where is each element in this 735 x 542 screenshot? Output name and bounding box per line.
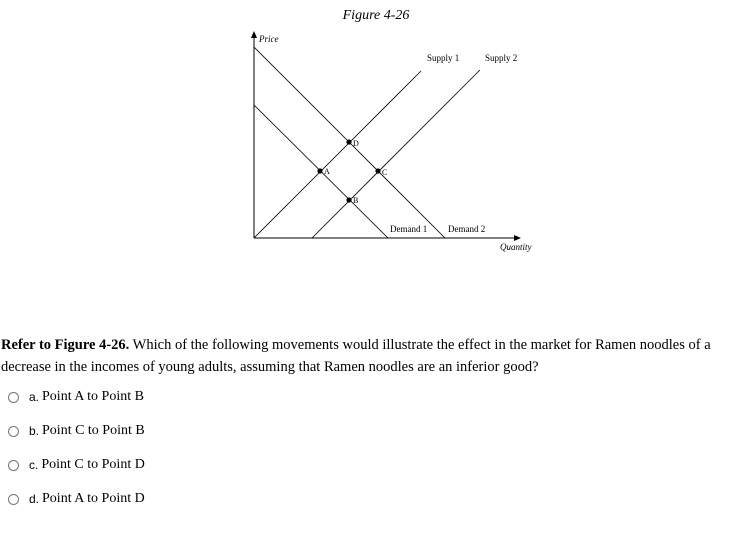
- supply-2-label: Supply 2: [485, 53, 518, 63]
- y-axis-arrow: [251, 31, 257, 38]
- option-a-radio[interactable]: [8, 392, 19, 403]
- question-text: [1, 334, 731, 378]
- option-c-text: Point C to Point D: [41, 457, 145, 472]
- option-d[interactable]: [8, 489, 145, 509]
- option-b-text: Point C to Point B: [42, 423, 145, 438]
- demand-2-label: Demand 2: [448, 224, 486, 234]
- point-c: [375, 168, 380, 173]
- option-d-text: Point A to Point D: [42, 491, 145, 506]
- question-body: Which of the following movements would illustrate the effect in the market for Ramen noodles of a decrease in the incomes of young adults, assuming that Ramen noodles are an inferior good?: [1, 337, 711, 375]
- option-a-letter: a.: [29, 390, 40, 404]
- option-b-radio[interactable]: [8, 426, 19, 437]
- option-d-letter: d.: [29, 492, 40, 506]
- option-a-text: Point A to Point B: [42, 389, 144, 404]
- supply-1-label: Supply 1: [427, 53, 460, 63]
- question-figure-ref: Refer to Figure 4-26.: [1, 337, 130, 353]
- supply-2-curve: [312, 70, 480, 238]
- option-b-letter: b.: [29, 424, 40, 438]
- y-axis-label: Price: [259, 34, 279, 44]
- point-a-label: A: [324, 167, 330, 176]
- point-b-label: B: [353, 196, 359, 205]
- point-c-label: C: [382, 168, 388, 177]
- point-d: [346, 139, 351, 144]
- option-c-radio[interactable]: [8, 460, 19, 471]
- figure-title: Figure 4-26: [342, 8, 410, 23]
- x-axis-arrow: [514, 235, 521, 241]
- demand-1-label: Demand 1: [390, 224, 428, 234]
- option-b[interactable]: [8, 421, 145, 441]
- point-d-label: D: [353, 139, 359, 148]
- point-a: [317, 168, 322, 173]
- option-d-radio[interactable]: [8, 494, 19, 505]
- option-c[interactable]: [8, 455, 145, 475]
- option-c-letter: c.: [29, 458, 39, 472]
- x-axis-label: Quantity: [500, 242, 532, 252]
- option-a[interactable]: [8, 387, 144, 407]
- point-b: [346, 197, 351, 202]
